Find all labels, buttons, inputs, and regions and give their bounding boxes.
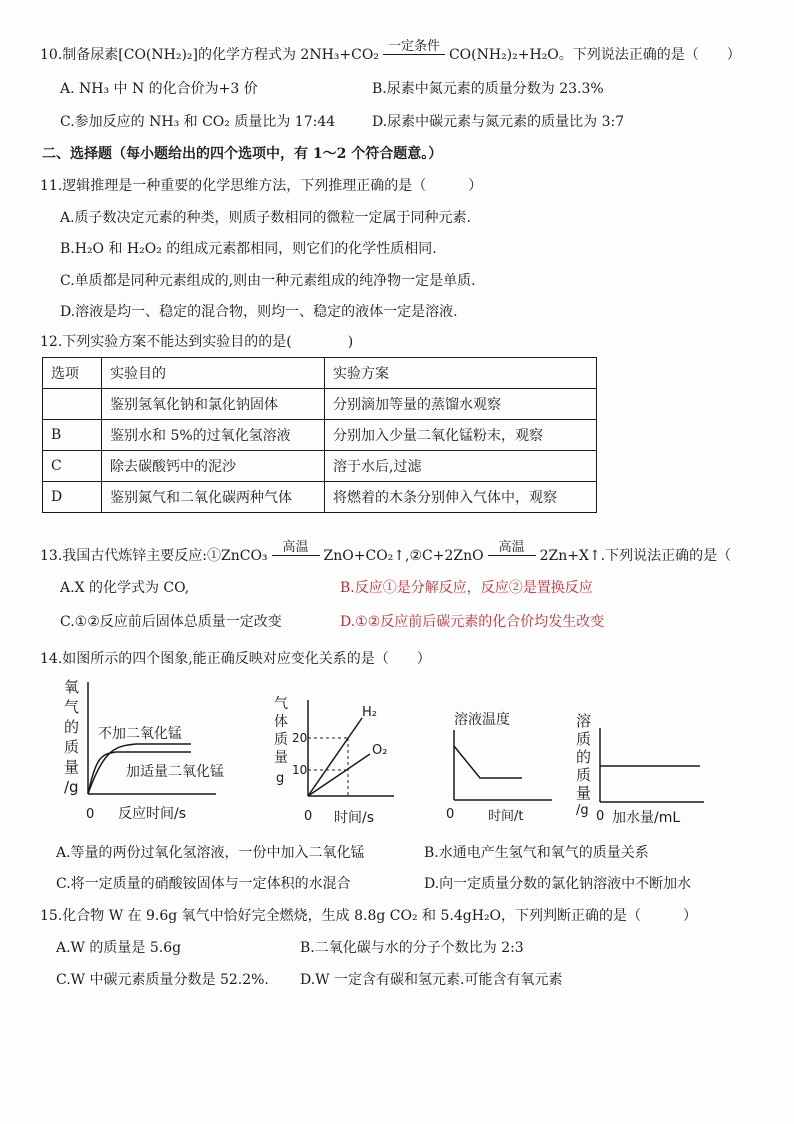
graph-c-origin: 0 — [446, 807, 455, 822]
table-cell: 鉴别水和 5%的过氧化氢溶液 — [102, 420, 325, 451]
graph-a-ylabel: 的 — [64, 718, 80, 736]
graph-a-ylabel: 气 — [64, 698, 80, 716]
graph-c-xlabel: 时间/t — [488, 809, 524, 824]
table-cell: 分别加入少量二氧化锰粉末，观察 — [325, 420, 597, 451]
graph-b-ylabel: 量 — [274, 750, 288, 766]
graph-c-ylabel: 溶液温度 — [454, 712, 510, 728]
table-cell: 除去碳酸钙中的泥沙 — [102, 451, 325, 482]
q10-option-a[interactable]: A. NH₃ 中 N 的化合价为+3 价 — [60, 81, 258, 97]
table-cell — [43, 389, 102, 420]
q15-option-d[interactable]: D.W 一定含有碳和氢元素.可能含有氧元素 — [300, 972, 563, 988]
table-cell: 分别滴加等量的蒸馏水观察 — [325, 389, 597, 420]
q11-option-c[interactable]: C.单质都是同种元素组成的,则由一种元素组成的纯净物一定是单质. — [60, 273, 476, 289]
q14-stem: 14.如图所示的四个图象,能正确反映对应变化关系的是（ ） — [40, 651, 431, 667]
table-header: 实验目的 — [102, 358, 325, 389]
table-cell: B — [43, 420, 102, 451]
q14-option-b[interactable]: B.水通电产生氢气和氧气的质量关系 — [424, 845, 649, 861]
graph-a-ylabel: 质 — [64, 738, 80, 756]
graph-b — [270, 692, 400, 832]
q10-option-c[interactable]: C.参加反应的 NH₃ 和 CO₂ 质量比为 17:44 — [60, 114, 336, 130]
graph-b-origin: 0 — [304, 809, 313, 824]
graph-a-ylabel: 量 — [64, 758, 80, 776]
table-cell: 将燃着的木条分别伸入气体中，观察 — [325, 482, 597, 513]
q14-option-a[interactable]: A.等量的两份过氧化氢溶液，一份中加入二氧化锰 — [56, 845, 365, 861]
q15-option-c[interactable]: C.W 中碳元素质量分数是 52.2%. — [56, 972, 269, 988]
graph-a-origin: 0 — [86, 807, 95, 822]
graph-c — [440, 706, 560, 826]
q13-option-d[interactable]: D.①②反应前后碳元素的化合价均发生改变 — [340, 614, 605, 630]
graph-d-ylabel: 质 — [576, 766, 592, 784]
q15-stem: 15.化合物 W 在 9.6g 氧气中恰好完全燃烧，生成 8.8g CO₂ 和 5.4gH₂O，下列判断正确的是（ ） — [40, 908, 698, 924]
graph-d-xlabel: 加水量/mL — [612, 810, 681, 826]
graph-b-label-h2: H₂ — [362, 705, 377, 720]
graph-c-curve — [454, 746, 522, 778]
q14-option-c[interactable]: C.将一定质量的硝酸铵固体与一定体积的水混合 — [56, 876, 351, 892]
graph-b-tick: 20 — [292, 731, 308, 745]
q10-option-d[interactable]: D.尿素中碳元素与氮元素的质量比为 3:7 — [372, 114, 625, 130]
q13-option-c[interactable]: C.①②反应前后固体总质量一定改变 — [60, 614, 282, 630]
graph-b-line-o2 — [308, 754, 370, 796]
graph-d-ylabel: 溶 — [576, 712, 592, 730]
graph-a — [56, 676, 226, 826]
graph-d-ylabel: 量 — [576, 784, 592, 802]
reaction-condition: 高温 — [484, 548, 540, 564]
q11-option-d[interactable]: D.溶液是均一、稳定的混合物，则均一、稳定的液体一定是溶液. — [60, 304, 458, 320]
graph-a-ylabel: /g — [64, 778, 79, 796]
section-heading: 二、选择题（每小题给出的四个选项中，有 1～2 个符合题意。） — [42, 146, 443, 162]
table-cell: 溶于水后,过滤 — [325, 451, 597, 482]
q13-option-b[interactable]: B.反应①是分解反应，反应②是置换反应 — [340, 580, 593, 596]
graph-b-ylabel: 气 — [274, 696, 288, 712]
graph-a-ylabel: 氧 — [64, 678, 80, 696]
q13-stem: 13.我国古代炼锌主要反应:①ZnCO₃ 高温 ZnO+CO₂↑,②C+2ZnO 高温 2Zn+X↑.下列说法正确的是（ — [40, 540, 732, 564]
q10-option-b[interactable]: B.尿素中氮元素的质量分数为 23.3% — [372, 81, 604, 97]
graph-b-xlabel: 时间/s — [334, 810, 375, 826]
table-row — [43, 482, 597, 513]
table-cell: 鉴别氮气和二氧化碳两种气体 — [102, 482, 325, 513]
graph-a-label-catalyst: 加适量二氧化锰 — [126, 764, 224, 780]
q15-option-b[interactable]: B.二氧化碳与水的分子个数比为 2:3 — [300, 940, 524, 956]
graph-a-xlabel: 反应时间/s — [118, 806, 187, 822]
graph-d — [574, 710, 714, 830]
q13-option-a[interactable]: A.X 的化学式为 CO, — [60, 580, 190, 596]
q12-stem: 12.下列实验方案不能达到实验目的的是( ) — [40, 334, 354, 350]
table-row — [43, 389, 597, 420]
graph-b-label-o2: O₂ — [372, 743, 388, 758]
graph-d-ylabel: /g — [576, 803, 589, 818]
graph-b-line-h2 — [308, 718, 362, 796]
q14-option-d[interactable]: D.向一定质量分数的氯化钠溶液中不断加水 — [424, 876, 692, 892]
reaction-condition: 一定条件 — [379, 47, 449, 63]
graph-b-tick: 10 — [292, 763, 308, 777]
graph-d-origin: 0 — [596, 809, 605, 824]
table-header-row — [43, 358, 597, 389]
graph-d-ylabel: 的 — [576, 748, 592, 766]
graph-b-ylabel: 体 — [274, 714, 288, 730]
graph-b-ylabel: g — [276, 771, 285, 786]
table-header: 实验方案 — [325, 358, 597, 389]
graph-b-ylabel: 质 — [274, 732, 288, 748]
graph-a-label-no-catalyst: 不加二氧化锰 — [98, 726, 182, 742]
table-header: 选项 — [43, 358, 102, 389]
q15-option-a[interactable]: A.W 的质量是 5.6g — [56, 940, 182, 956]
table-cell: C — [43, 451, 102, 482]
graph-d-ylabel: 质 — [576, 730, 592, 748]
q11-option-a[interactable]: A.质子数决定元素的种类，则质子数相同的微粒一定属于同种元素. — [60, 210, 472, 226]
q11-option-b[interactable]: B.H₂O 和 H₂O₂ 的组成元素都相同，则它们的化学性质相同. — [60, 241, 437, 257]
table-row — [43, 451, 597, 482]
reaction-condition: 高温 — [268, 548, 324, 564]
experiment-table — [42, 357, 597, 513]
q11-stem: 11.逻辑推理是一种重要的化学思维方法，下列推理正确的是（ ） — [40, 178, 483, 194]
table-cell: 鉴别氢氧化钠和氯化钠固体 — [102, 389, 325, 420]
table-cell: D — [43, 482, 102, 513]
table-row — [43, 420, 597, 451]
q10-stem: 10.制备尿素[CO(NH₂)₂]的化学方程式为 2NH₃+CO₂ 一定条件 CO(NH₂)₂+H₂O。下列说法正确的是（ ） — [40, 39, 741, 63]
